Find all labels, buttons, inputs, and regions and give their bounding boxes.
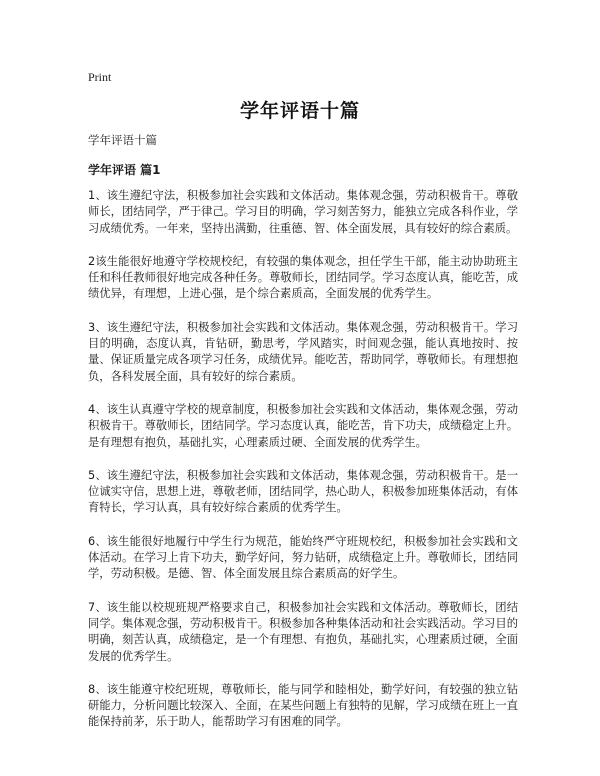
document-subtitle: 学年评语十篇	[88, 133, 157, 147]
paragraph: 2该生能很好地遵守学校规校纪，有较强的集体观念，担任学生干部，能主动协助班主任和科任教师很好地完成各种任务。尊敬师长，团结同学。学习态度认真，能吃苦，成绩优异，有理想，上进心强，是个综合素质高，全面发展的优秀学生。	[88, 254, 518, 301]
section-heading: 学年评语 篇1	[88, 163, 161, 177]
paragraph: 8、该生能遵守校纪班规，尊敬师长，能与同学和睦相处，勤学好问，有较强的独立钻研能力，分析问题比较深入、全面，在某些问题上有独特的见解，学习成绩在班上一直能保持前茅，乐于助人，能帮助学习有困难的同学。	[88, 682, 518, 729]
paragraph: 3、该生遵纪守法，积极参加社会实践和文体活动。集体观念强，劳动积极肯干。学习目的明确，态度认真，肯钻研，勤思考，学风踏实，时间观念强，能认真地按时、按量、保证质量完成各项学习任务，成绩优异。能吃苦，帮助同学，尊敬师长。有理想抱负，各科发展全面，具有较好的综合素质。	[88, 320, 518, 383]
print-label: Print	[88, 70, 112, 84]
paragraph: 7、该生能以校规班规严格要求自己，积极参加社会实践和文体活动。尊敬师长，团结同学。集体观念强，劳动积极肯干。积极参加各种集体活动和社会实践活动。学习目的明确，刻苦认真，成绩稳定，是一个有理想、有抱负，基础扎实，心理素质过硬，全面发展的优秀学生。	[88, 600, 518, 663]
paragraph: 5、该生遵纪守法，积极参加社会实践和文体活动，集体观念强，劳动积极肯干。是一位诚实守信，思想上进，尊敬老师，团结同学，热心助人，积极参加班集体活动，有体育特长，学习认真，具有较好综合素质的优秀学生。	[88, 468, 518, 515]
paragraph: 6、该生能很好地履行中学生行为规范，能始终严守班规校纪，积极参加社会实践和文体活动。在学习上肯下功夫，勤学好问，努力钻研，成绩稳定上升。尊敬师长，团结同学，劳动积极。是德、智、体全面发展且综合素质高的好学生。	[88, 534, 518, 581]
document-body	[88, 132, 518, 748]
paragraph: 4、该生认真遵守学校的规章制度，积极参加社会实践和文体活动，集体观念强，劳动积极肯干。尊敬师长，团结同学。学习态度认真，能吃苦，肯下功夫，成绩稳定上升。是有理想有抱负，基础扎实，心理素质过硬、全面发展的优秀学生。	[88, 402, 518, 449]
paragraph: 1、该生遵纪守法，积极参加社会实践和文体活动。集体观念强，劳动积极肯干。尊敬师长，团结同学，严于律己。学习目的明确，学习刻苦努力，能独立完成各科作业，学习成绩优秀。一年来，坚持出满勤，往重德、智、体全面发展，具有较好的综合素质。	[88, 189, 518, 235]
page-title: 学年评语十篇	[239, 100, 360, 122]
